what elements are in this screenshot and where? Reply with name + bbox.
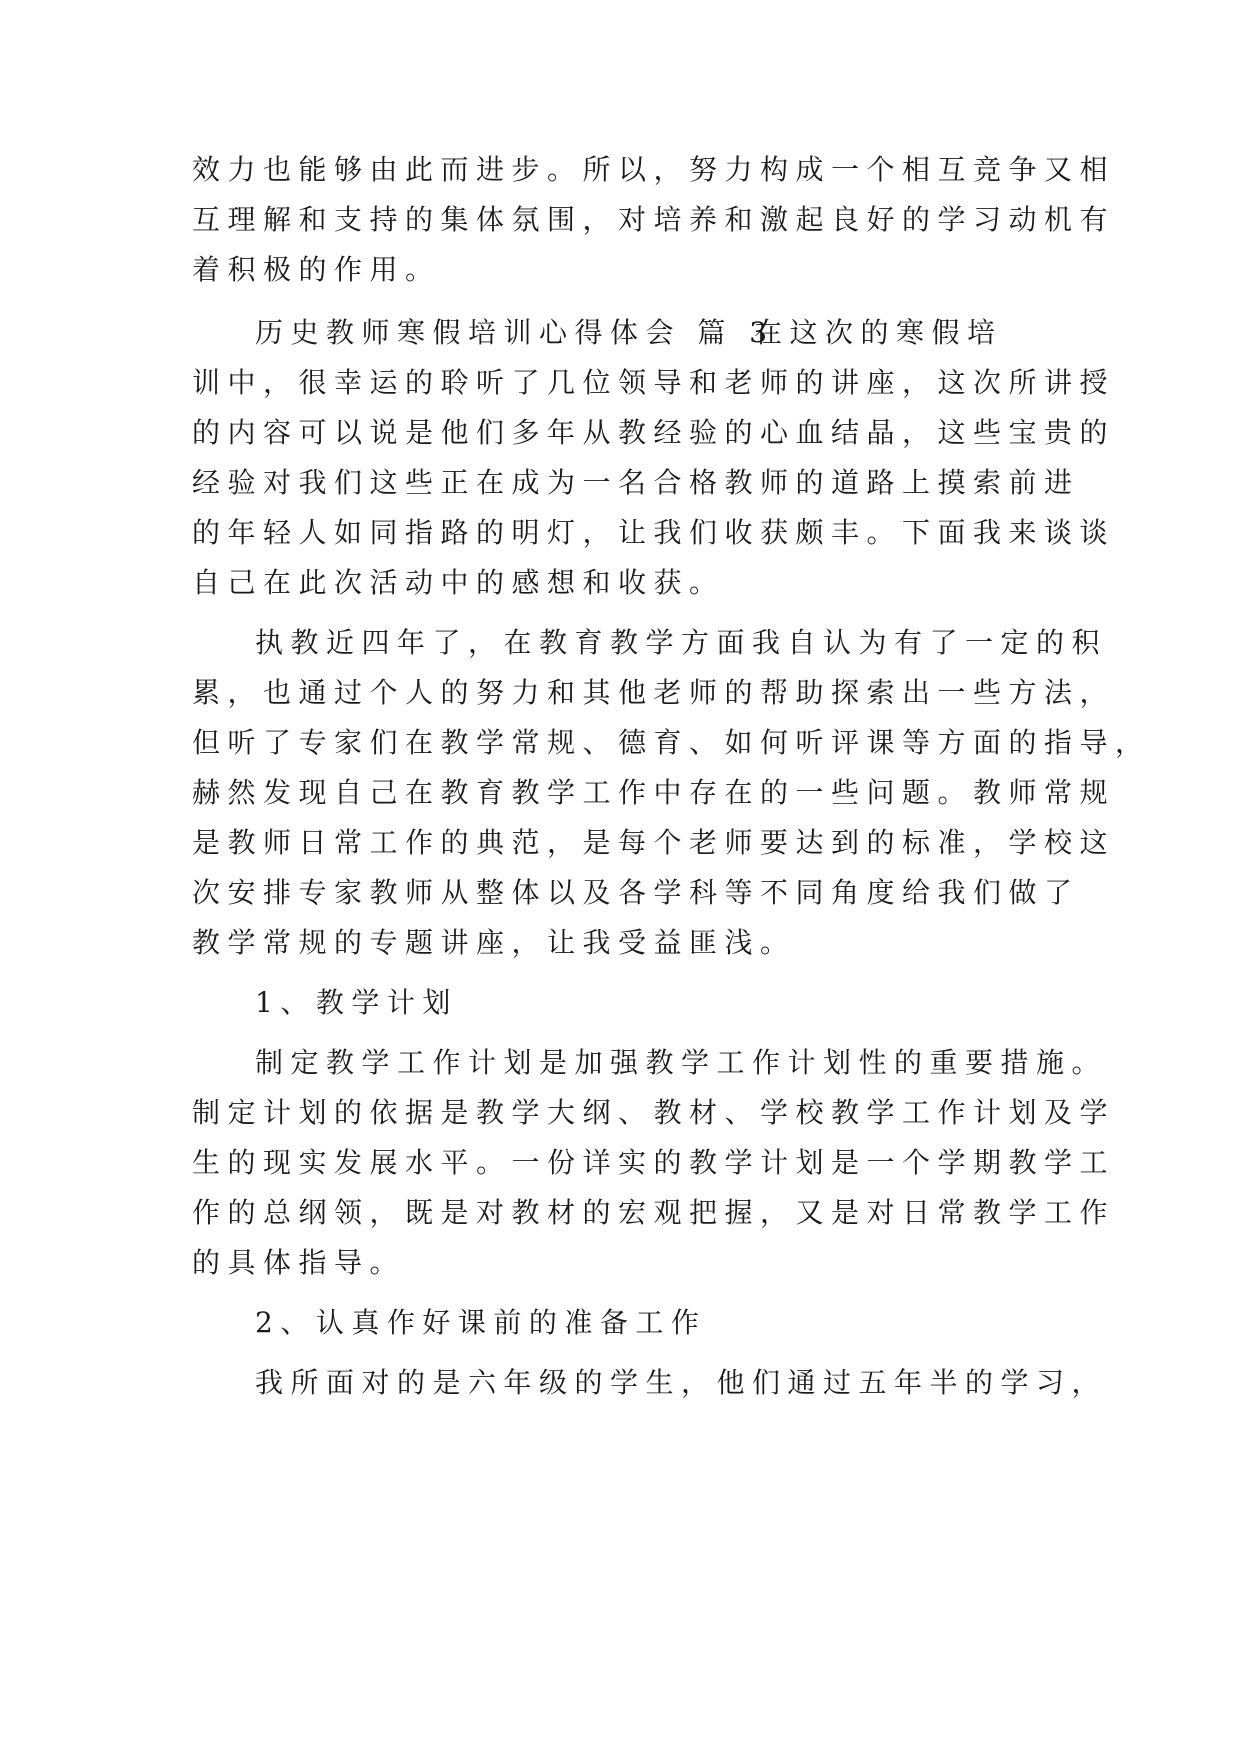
text-line: 效力也能够由此而进步。所以，努力构成一个相互竞争又相: [192, 153, 1116, 186]
text-line: 累，也通过个人的努力和其他老师的帮助探索出一些方法，: [192, 676, 1116, 709]
text-line: 互理解和支持的集体氛围，对培养和激起良好的学习动机有: [192, 203, 1116, 236]
text-line: 作的总纲领，既是对教材的宏观把握，又是对日常教学工作: [192, 1196, 1116, 1229]
text-line: 制定计划的依据是教学大纲、教材、学校教学工作计划及学: [192, 1096, 1116, 1129]
numbered-heading: 1、教学计划: [255, 986, 458, 1019]
text-line: 是教师日常工作的典范，是每个老师要达到的标准，学校这: [192, 826, 1116, 859]
text-line: 但听了专家们在教学常规、德育、如何听评课等方面的指导，: [192, 726, 1151, 759]
text-line: 我所面对的是六年级的学生，他们通过五年半的学习，: [255, 1366, 1108, 1399]
text-line: 的年轻人如同指路的明灯，让我们收获颇丰。下面我来谈谈: [192, 516, 1116, 549]
text-line: 着积极的作用。: [192, 253, 441, 286]
text-line: 教学常规的专题讲座，让我受益匪浅。: [192, 926, 796, 959]
text-line: 次安排专家教师从整体以及各学科等不同角度给我们做了: [192, 876, 1080, 909]
text-line: 生的现实发展水平。一份详实的教学计划是一个学期教学工: [192, 1146, 1116, 1179]
text-line: 自己在此次活动中的感想和收获。: [192, 566, 725, 599]
text-line: 的内容可以说是他们多年从教经验的心血结晶，这些宝贵的: [192, 416, 1116, 449]
text-line: 的具体指导。: [192, 1246, 406, 1279]
text-line: 经验对我们这些正在成为一名合格教师的道路上摸索前进: [192, 466, 1080, 499]
text-line: 执教近四年了，在教育教学方面我自认为有了一定的积: [255, 626, 1108, 659]
numbered-heading: 2、认真作好课前的准备工作: [255, 1306, 707, 1339]
text-line: 在这次的寒假培: [754, 316, 1003, 349]
text-line: 赫然发现自己在教育教学工作中存在的一些问题。教师常规: [192, 776, 1116, 809]
section-heading: 历史教师寒假培训心得体会 篇 3: [255, 316, 775, 349]
text-line: 制定教学工作计划是加强教学工作计划性的重要措施。: [255, 1046, 1108, 1079]
text-line: 训中，很幸运的聆听了几位领导和老师的讲座，这次所讲授: [192, 366, 1116, 399]
